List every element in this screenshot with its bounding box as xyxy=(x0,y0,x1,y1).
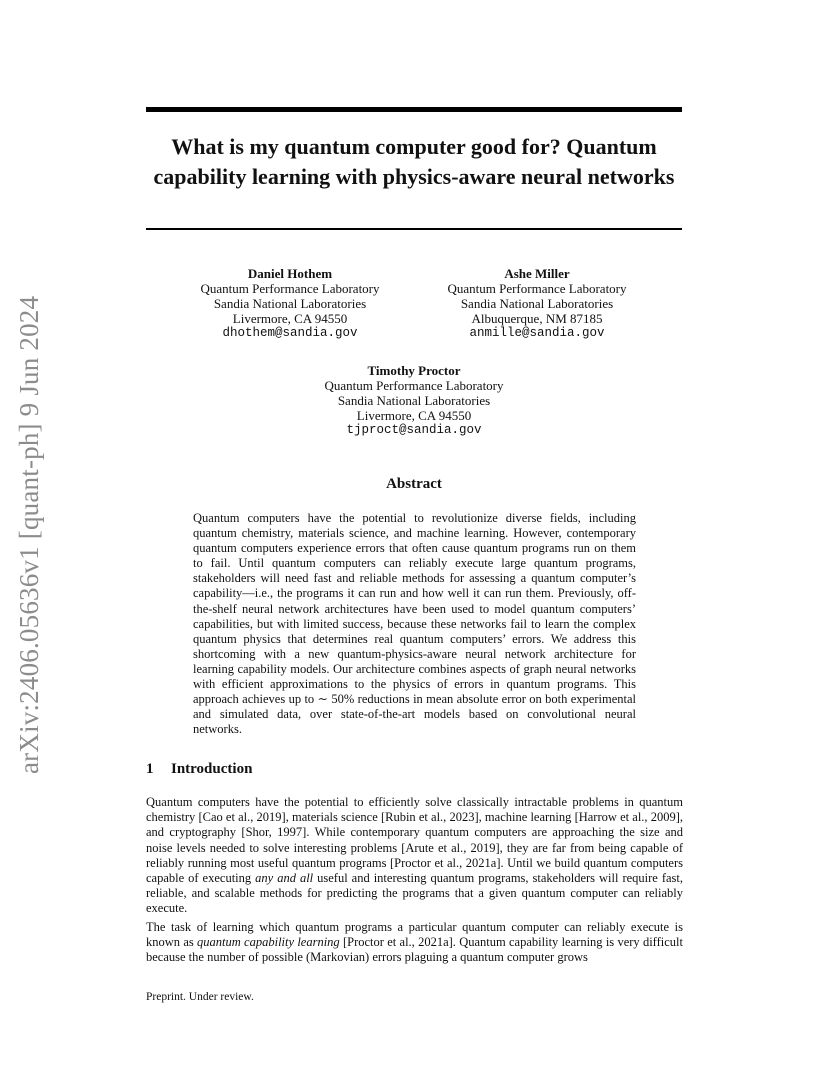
paper-title: What is my quantum computer good for? Quantum capability learning with physics-aware neural networks xyxy=(153,134,675,189)
abstract-heading: Abstract xyxy=(386,476,442,492)
author-lab: Quantum Performance Laboratory xyxy=(447,281,627,296)
author-block xyxy=(437,266,637,341)
emphasis-text: quantum capability learning xyxy=(197,935,340,950)
title-bottom-rule xyxy=(146,228,682,230)
author-lab: Quantum Performance Laboratory xyxy=(324,378,504,393)
body-paragraph xyxy=(146,795,683,917)
author-name: Ashe Miller xyxy=(504,266,570,281)
paragraph-text: Quantum computers have the potential to efficiently solve classically intractable problems in quantum chemistry [Cao et al., 2019], materials science [Rubin et al., 2023], machine learning [Harrow et al., 2009], and cryptography [Shor, 1997]. While contemporary quantum computers are approaching the size and noise levels needed to solve interesting problems [Arute et al., 2019], they are far from being capable of reliably running most useful quantum programs [Proctor et al., 2021a]. Until we build quantum computers capable of executing xyxy=(146,795,683,886)
author-email: anmille@sandia.gov xyxy=(469,326,605,340)
page-footer: Preprint. Under review. xyxy=(146,991,254,1003)
author-email: dhothem@sandia.gov xyxy=(222,326,358,340)
author-block xyxy=(190,266,390,341)
author-org: Sandia National Laboratories xyxy=(337,393,491,408)
author-location: Albuquerque, NM 87185 xyxy=(471,311,603,326)
body-paragraph xyxy=(146,920,683,966)
author-org: Sandia National Laboratories xyxy=(213,296,367,311)
paragraph-text: [Proctor et al., 2021a]. Quantum capability learning is very difficult because the number of possible (Markovian) errors plaguing a quantum computer grows xyxy=(146,935,683,965)
emphasis-text: any and all xyxy=(255,871,314,886)
paragraph-text: useful and interesting quantum programs, stakeholders will require fast, reliable, and scalable methods for predicting the programs that a given quantum computer can reliably execute. xyxy=(146,871,684,916)
paragraph-text: The task of learning which quantum programs a particular quantum computer can reliably execute is known as xyxy=(146,920,683,950)
abstract-text: Quantum computers have the potential to revolutionize diverse fields, including quantum chemistry, materials science, and machine learning. However, contemporary quantum computers experience errors that often cause quantum programs run on them to fail. Until quantum computers can reliably execute large quantum programs, stakeholders will need fast and reliable methods for assessing a quantum computer’s capability—i.e., the programs it can run and how well it can run them. Previously, off-the-shelf neural network architectures have been used to model quantum computers’ capabilities, but with limited success, because these networks fail to learn the complex quantum physics that determines real quantum computers’ errors. We address this shortcoming with a new quantum-physics-aware neural network architecture for learning capability models. Our architecture combines aspects of graph neural networks with efficient approximations to the physics of errors in quantum programs. This approach achieves up to ∼ 50% reductions in mean absolute error on both experimental and simulated data, over state-of-the-art models based on convolutional neural networks. xyxy=(193,511,636,737)
author-org: Sandia National Laboratories xyxy=(460,296,614,311)
author-block xyxy=(314,363,514,438)
author-location: Livermore, CA 94550 xyxy=(356,408,472,423)
author-name: Daniel Hothem xyxy=(247,266,333,281)
section-heading xyxy=(146,761,252,778)
author-name: Timothy Proctor xyxy=(367,363,461,378)
author-email: tjproct@sandia.gov xyxy=(346,423,482,437)
section-number: 1 xyxy=(146,761,154,777)
author-lab: Quantum Performance Laboratory xyxy=(200,281,380,296)
title-top-rule xyxy=(146,107,682,112)
section-title: Introduction xyxy=(171,761,253,777)
arxiv-stamp: arXiv:2406.05636v1 [quant-ph] 9 Jun 2024 xyxy=(14,295,44,774)
author-location: Livermore, CA 94550 xyxy=(232,311,348,326)
